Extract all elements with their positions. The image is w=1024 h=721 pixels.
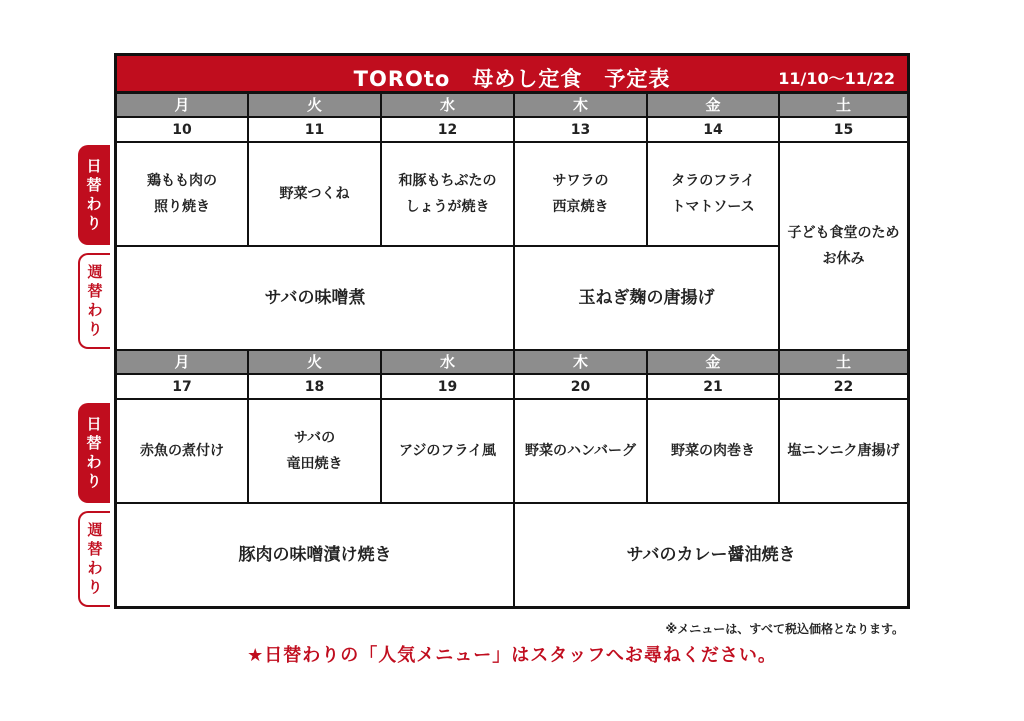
menu-item-line: タラのフライ xyxy=(671,173,755,189)
weekday-header: 土 xyxy=(780,351,907,375)
menu-item-line: 和豚もちぶたの xyxy=(398,173,497,189)
date-range: 11/10〜11/22 xyxy=(778,69,895,88)
weekday-row-week1 xyxy=(117,94,907,118)
weekly-menu-item: サバの味噌煮 xyxy=(117,247,515,349)
menu-item-line: しょうが焼き xyxy=(405,199,490,215)
side-label-daily-week1: 日替わり xyxy=(78,145,110,245)
date-row-week2 xyxy=(117,375,907,400)
date-cell: 21 xyxy=(648,375,780,400)
saturday-note-line: お休み xyxy=(822,251,865,267)
daily-menu-item xyxy=(648,143,780,247)
weekly-menu-item: サバのカレー醤油焼き xyxy=(626,545,796,565)
schedule-title: TOROto 母めし定食 予定表 xyxy=(353,67,671,91)
daily-menu-item xyxy=(117,143,249,247)
weekday-header: 火 xyxy=(249,351,382,375)
weekly-menu-row-week1 xyxy=(117,247,780,349)
weekday-header: 月 xyxy=(117,94,249,118)
menu-item-line: 野菜の肉巻き xyxy=(671,443,755,459)
side-label-weekly-week2: 週替わり xyxy=(78,511,110,607)
daily-menu-item xyxy=(382,143,515,247)
tax-note: ※メニューは、すべて税込価格となります。 xyxy=(665,622,904,636)
menu-table xyxy=(114,94,910,609)
date-cell: 18 xyxy=(249,375,382,400)
daily-menu-item xyxy=(382,400,515,504)
weekday-header: 月 xyxy=(117,351,249,375)
footer-message: ★日替わりの「人気メニュー」はスタッフへお尋ねください。 xyxy=(247,645,777,666)
menu-block-week1 xyxy=(117,143,907,351)
menu-item-line: 照り焼き xyxy=(154,199,210,215)
weekday-row-week2 xyxy=(117,351,907,375)
weekday-header: 水 xyxy=(382,94,515,118)
weekday-header: 金 xyxy=(648,94,780,118)
menu-item-line: トマトソース xyxy=(671,199,755,215)
side-label-weekly-week1: 週替わり xyxy=(78,253,110,349)
menu-item-line: 鶏もも肉の xyxy=(147,173,217,189)
weekday-header: 金 xyxy=(648,351,780,375)
date-cell: 17 xyxy=(117,375,249,400)
menu-item-line: サワラの xyxy=(552,173,609,189)
schedule-header xyxy=(114,53,910,94)
daily-menu-row-week1 xyxy=(117,143,780,247)
menu-block-week2 xyxy=(117,400,907,609)
daily-menu-item xyxy=(249,143,382,247)
saturday-note-line: 子ども食堂のため xyxy=(787,225,900,241)
menu-item-line: アジのフライ風 xyxy=(398,443,497,459)
daily-menu-item xyxy=(515,143,648,247)
saturday-closed-note xyxy=(780,143,907,349)
menu-item-line: 野菜つくね xyxy=(279,186,350,202)
date-cell: 19 xyxy=(382,375,515,400)
menu-item-line: 竜田焼き xyxy=(286,456,343,472)
date-row-week1 xyxy=(117,118,907,143)
weekly-menu-item: 玉ねぎ麹の唐揚げ xyxy=(515,247,780,349)
date-cell: 22 xyxy=(780,375,907,400)
menu-item-line: 西京焼き xyxy=(552,199,609,215)
menu-item-line: 塩ニンニク唐揚げ xyxy=(787,443,900,459)
date-cell: 11 xyxy=(249,118,382,143)
date-cell: 12 xyxy=(382,118,515,143)
date-cell: 20 xyxy=(515,375,648,400)
date-cell: 13 xyxy=(515,118,648,143)
date-cell: 10 xyxy=(117,118,249,143)
side-label-daily-week2: 日替わり xyxy=(78,403,110,503)
date-cell: 14 xyxy=(648,118,780,143)
menu-item-line: 赤魚の煮付け xyxy=(140,443,224,459)
daily-menu-item xyxy=(515,400,648,504)
daily-menu-item xyxy=(249,400,382,504)
menu-item-line: 野菜のハンバーグ xyxy=(524,443,637,459)
weekday-header: 木 xyxy=(515,94,648,118)
weekly-menu-item: 豚肉の味噌漬け焼き xyxy=(117,504,515,606)
daily-menu-item xyxy=(780,400,907,504)
daily-menu-row-week2 xyxy=(117,400,907,504)
weekday-header: 土 xyxy=(780,94,907,118)
weekday-header: 木 xyxy=(515,351,648,375)
daily-menu-item xyxy=(648,400,780,504)
menu-item-line: サバの xyxy=(293,430,336,446)
weekday-header: 水 xyxy=(382,351,515,375)
date-cell: 15 xyxy=(780,118,907,143)
weekly-menu-row-week2 xyxy=(117,504,907,606)
weekday-header: 火 xyxy=(249,94,382,118)
daily-menu-item xyxy=(117,400,249,504)
